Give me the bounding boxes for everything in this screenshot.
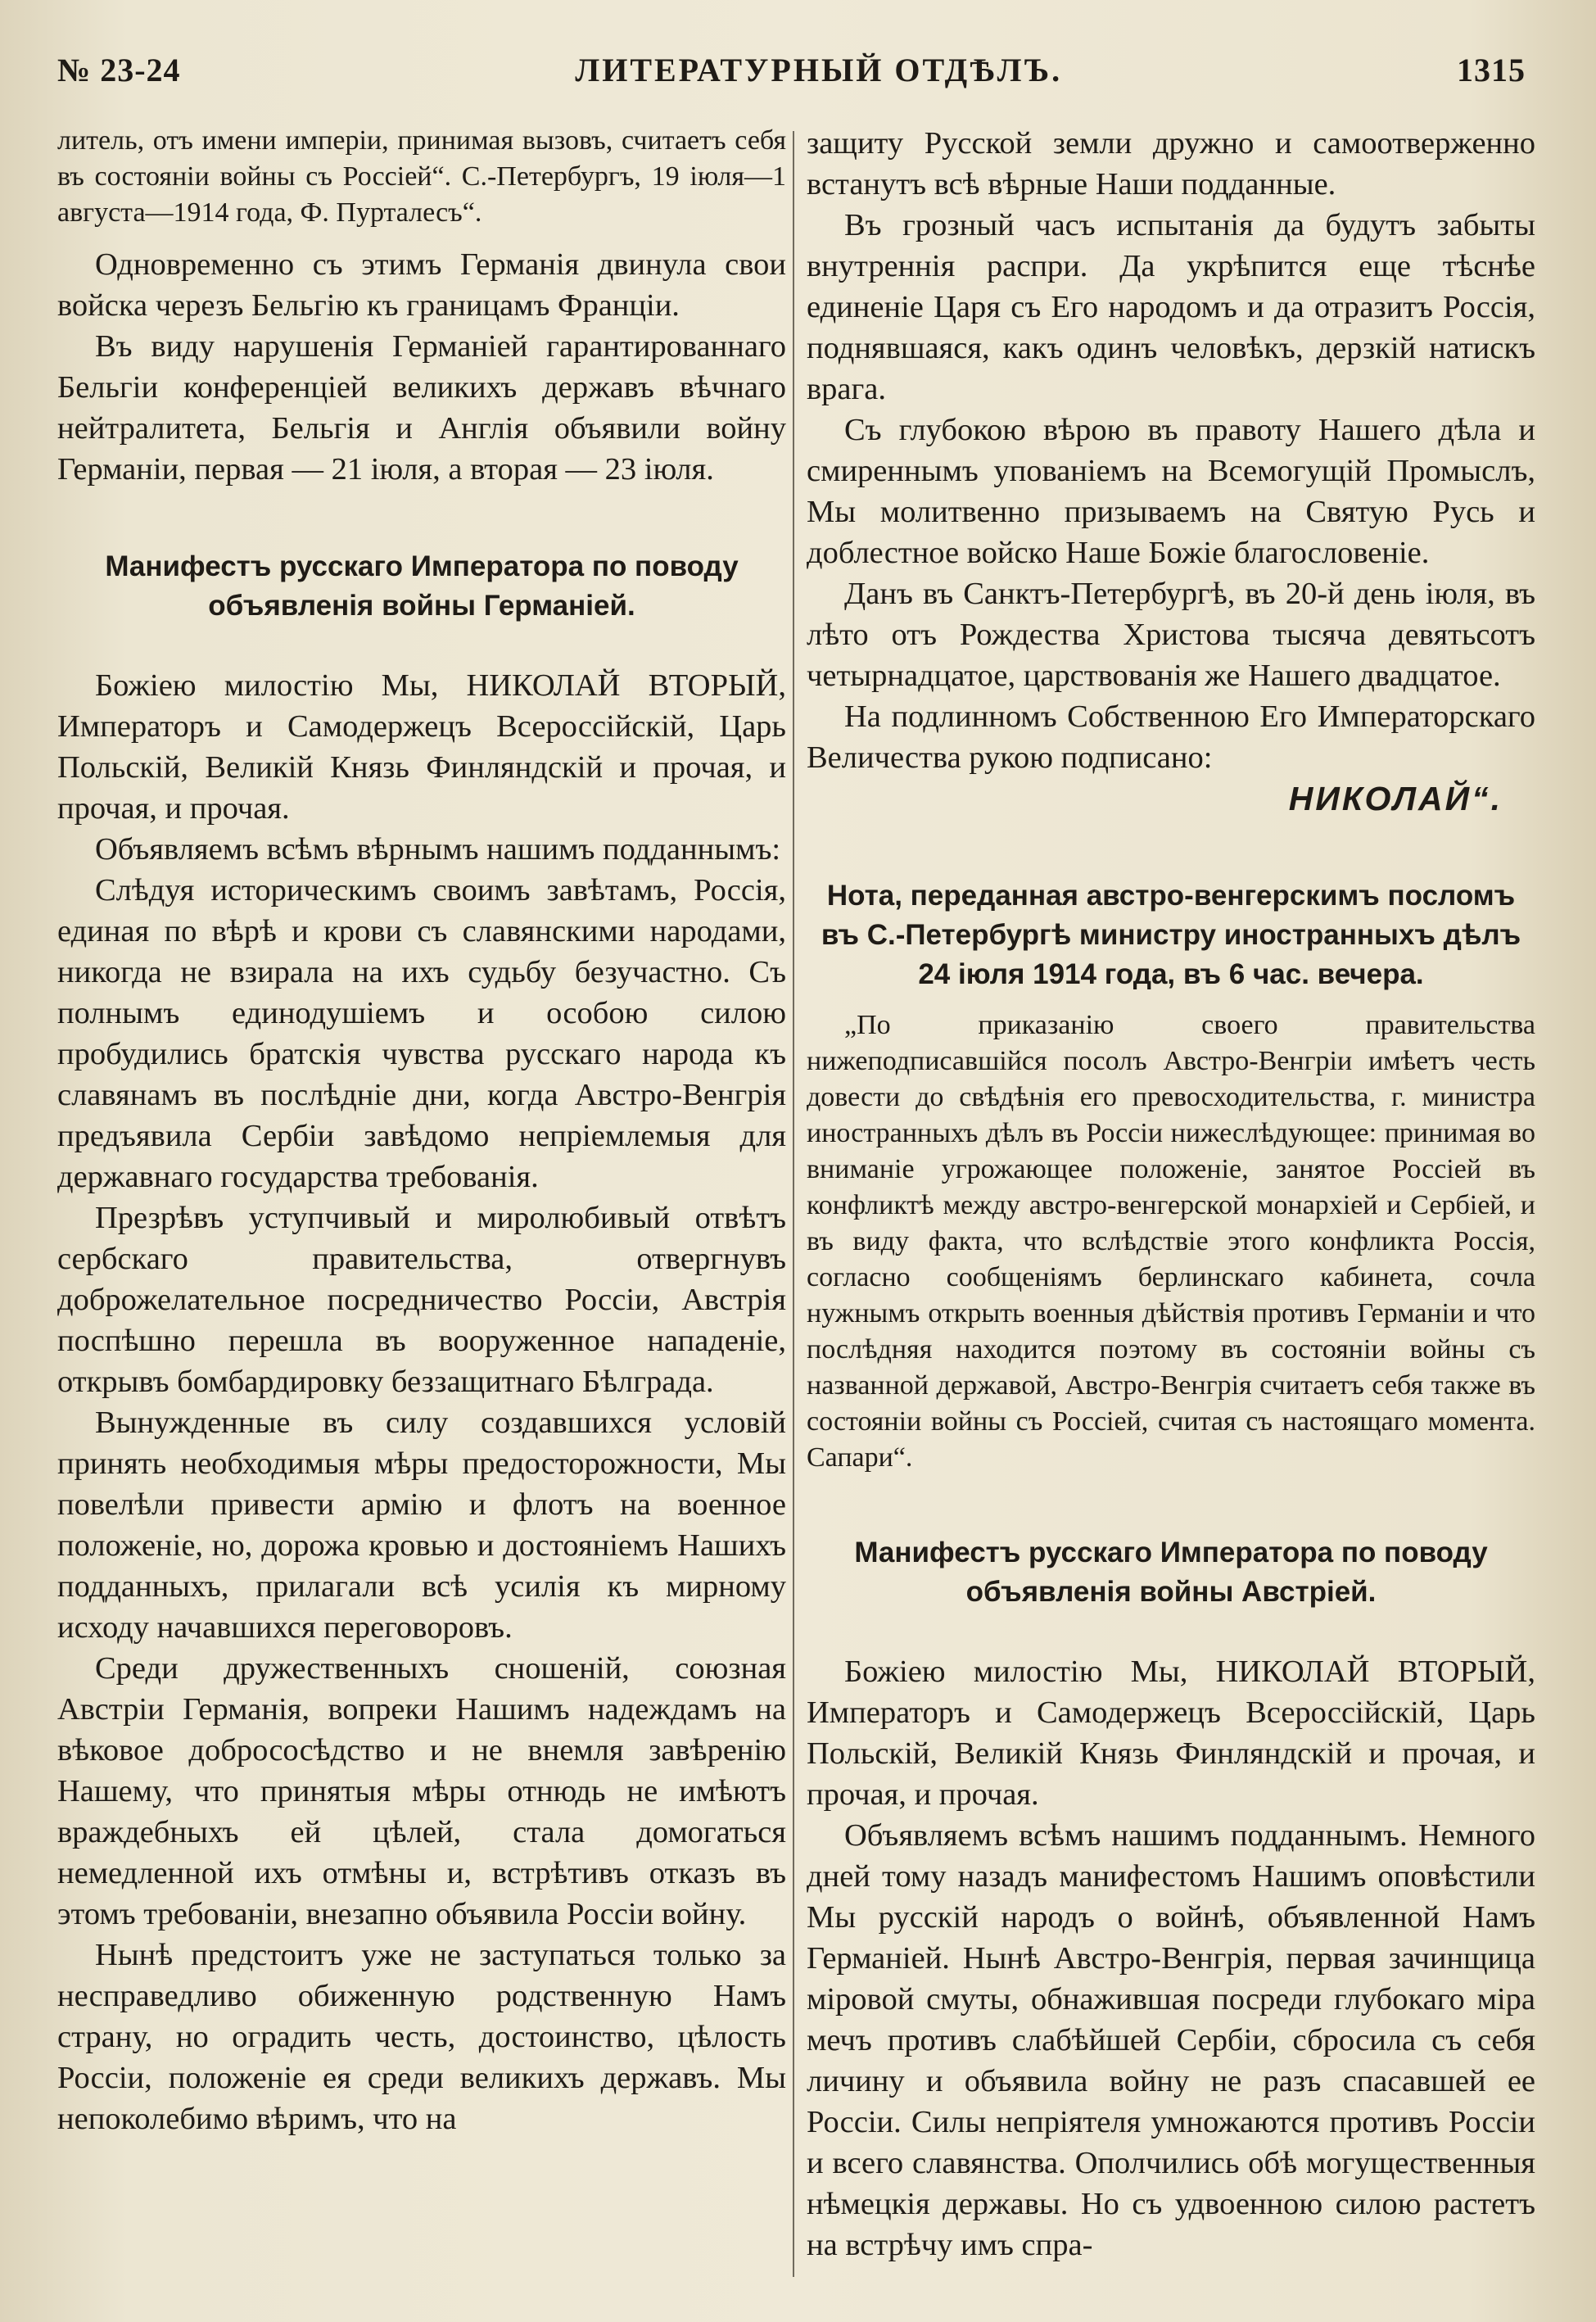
left-column: [57, 123, 786, 2285]
page-header: [57, 41, 1526, 98]
paragraph: На подлинномъ Собственною Его Императорскаго Величества рукою подписано:: [807, 699, 1535, 775]
paragraph: Слѣдуя историческимъ своимъ завѣтамъ, Россія, единая по вѣрѣ и крови съ славянскими народами, никогда не взирала на ихъ судьбу безучастно. Съ полнымъ единодушіемъ и особою силою пробудились братскія чувства русскаго народа къ славянамъ въ послѣдніе дни, когда Австро-Венгрія предъявила Сербіи завѣдомо непріемлемыя для державнаго государства требованія.: [57, 873, 786, 1194]
paragraph: Среди дружественныхъ сношеній, союзная Австріи Германія, вопреки Нашимъ надеждамъ на вѣковое добрососѣдство и не внемля завѣренію Нашему, что принятыя мѣры отнюдь не имѣютъ враждебныхъ ей цѣлей, стала домогаться немедленной ихъ отмѣны и, встрѣтивъ отказъ въ этомъ требованіи, внезапно объявила Россіи войну.: [57, 1651, 786, 1931]
section-heading: Нота, переданная австро-венгерскимъ посломъ въ С.-Петербургѣ министру иностранныхъ дѣлъ 24 іюля 1914 года, въ 6 час. вечера.: [821, 880, 1521, 990]
paragraph: Въ виду нарушенія Германіей гарантированнаго Бельгіи конференціей великихъ державъ вѣчнаго нейтралитета, Бельгія и Англія объявили войну Германіи, первая — 21 іюля, а вторая — 23 іюля.: [57, 329, 786, 487]
paragraph: Божіею милостію Мы, НИКОЛАЙ ВТОРЫЙ, Императоръ и Самодержецъ Всероссійскій, Царь Польскій, Великій Князь Финляндскій и прочая, и прочая, и прочая.: [807, 1654, 1535, 1812]
page-number: 1315: [1456, 51, 1526, 88]
note-paragraph: „По приказанію своего правительства нижеподписавшійся посолъ Австро-Венгріи имѣетъ честь довести до свѣдѣнія его превосходительства, г. министра иностранныхъ дѣлъ въ Россіи нижеслѣдующее: принимая во вниманіе угрожающее положеніе, занятое Россіей въ конфликтѣ между австро-венгерской монархіей и Сербіей, и въ виду факта, что вслѣдствіе этого конфликта Россія, согласно сообщеніямъ берлинскаго кабинета, сочла нужнымъ открыть военныя дѣйствія противъ Германіи и что послѣдняя находится поэтому въ состояніи войны съ названной державой, Австро-Венгрія считаетъ себя также въ состояніи войны съ Россіей, считая съ настоящаго момента. Сапари“.: [807, 1010, 1535, 1473]
right-column: [807, 123, 1535, 2285]
paragraph: Одновременно съ этимъ Германія двинула свои войска черезъ Бельгію къ границамъ Франціи.: [57, 247, 786, 323]
paragraph: защиту Русской земли дружно и самоотверженно встанутъ всѣ вѣрные Наши подданные.: [807, 126, 1535, 201]
signature: НИКОЛАЙ“.: [1288, 780, 1503, 817]
paragraph: Нынѣ предстоитъ уже не заступаться только за несправедливо обиженную родственную Намъ страну, но оградить честь, достоинство, цѣлость Россіи, положеніе ея среди великихъ державъ. Мы непоколебимо вѣримъ, что на: [57, 1938, 786, 2136]
paragraph: Вынужденные въ силу создавшихся условій принять необходимыя мѣры предосторожности, Мы повелѣли привести армію и флотъ на военное положеніе, но, дорожа кровью и достояніемъ Нашихъ подданныхъ, прилагали всѣ усилія къ мирному исходу начавшихся переговоровъ.: [57, 1405, 786, 1645]
section-heading: Манифестъ русскаго Императора по поводу объявленія войны Австріей.: [854, 1537, 1488, 1608]
issue-number: № 23-24: [57, 51, 181, 88]
column-divider: [793, 131, 794, 2277]
section-title: ЛИТЕРАТУРНЫЙ ОТДѢЛЪ.: [575, 51, 1063, 88]
paragraph: Объявляемъ всѣмъ вѣрнымъ нашимъ подданнымъ:: [95, 832, 781, 867]
paragraph: Въ грозный часъ испытанія да будутъ забыты внутреннія распри. Да укрѣпится еще тѣснѣе единеніе Царя съ Его народомъ и да отразитъ Россія, поднявшаяся, какъ одинъ человѣкъ, дерзкій натискъ врага.: [807, 208, 1535, 406]
paragraph: Данъ въ Санктъ-Петербургѣ, въ 20-й день іюля, въ лѣто отъ Рождества Христова тысяча девятьсотъ четырнадцатое, царствованія же Нашего двадцатое.: [807, 577, 1535, 693]
section-heading: Манифестъ русскаго Императора по поводу объявленія войны Германіей.: [105, 550, 739, 622]
paragraph: Съ глубокою вѣрою въ правоту Нашего дѣла и смиреннымъ упованіемъ на Всемогущій Промыслъ, Мы молитвенно призываемъ на Святую Русь и доблестное войско Наше Божіе благословеніе.: [807, 413, 1535, 570]
paragraph: Божіею милостію Мы, НИКОЛАЙ ВТОРЫЙ, Императоръ и Самодержецъ Всероссійскій, Царь Польскій, Великій Князь Финляндскій и прочая, и прочая, и прочая.: [57, 668, 786, 826]
paragraph: литель, отъ имени имперіи, принимая вызовъ, считаетъ себя въ состояніи войны съ Россіей“. С.-Петербургъ, 19 іюля—1 августа—1914 года, Ф. Пурталесъ“.: [57, 125, 786, 228]
paragraph: Объявляемъ всѣмъ нашимъ подданнымъ. Немного дней тому назадъ манифестомъ Нашимъ оповѣстили Мы русскій народъ о войнѣ, объявленной Намъ Германіей. Нынѣ Австро-Венгрія, первая зачинщица міровой смуты, обнажившая посреди глубокаго міра мечъ противъ слабѣйшей Сербіи, сбросила съ себя личину и объявила войну не разъ спасавшей ее Россіи. Силы непріятеля умножаются противъ Россіи и всего славянства. Ополчились обѣ могущественныя нѣмецкія державы. Но съ удвоенною силою растетъ на встрѣчу имъ спра-: [807, 1818, 1535, 2262]
paragraph: Презрѣвъ уступчивый и миролюбивый отвѣтъ сербскаго правительства, отвергнувъ доброжелательное посредничество Россіи, Австрія поспѣшно перешла въ вооруженное нападеніе, открывъ бомбардировку беззащитнаго Бѣлграда.: [57, 1201, 786, 1399]
